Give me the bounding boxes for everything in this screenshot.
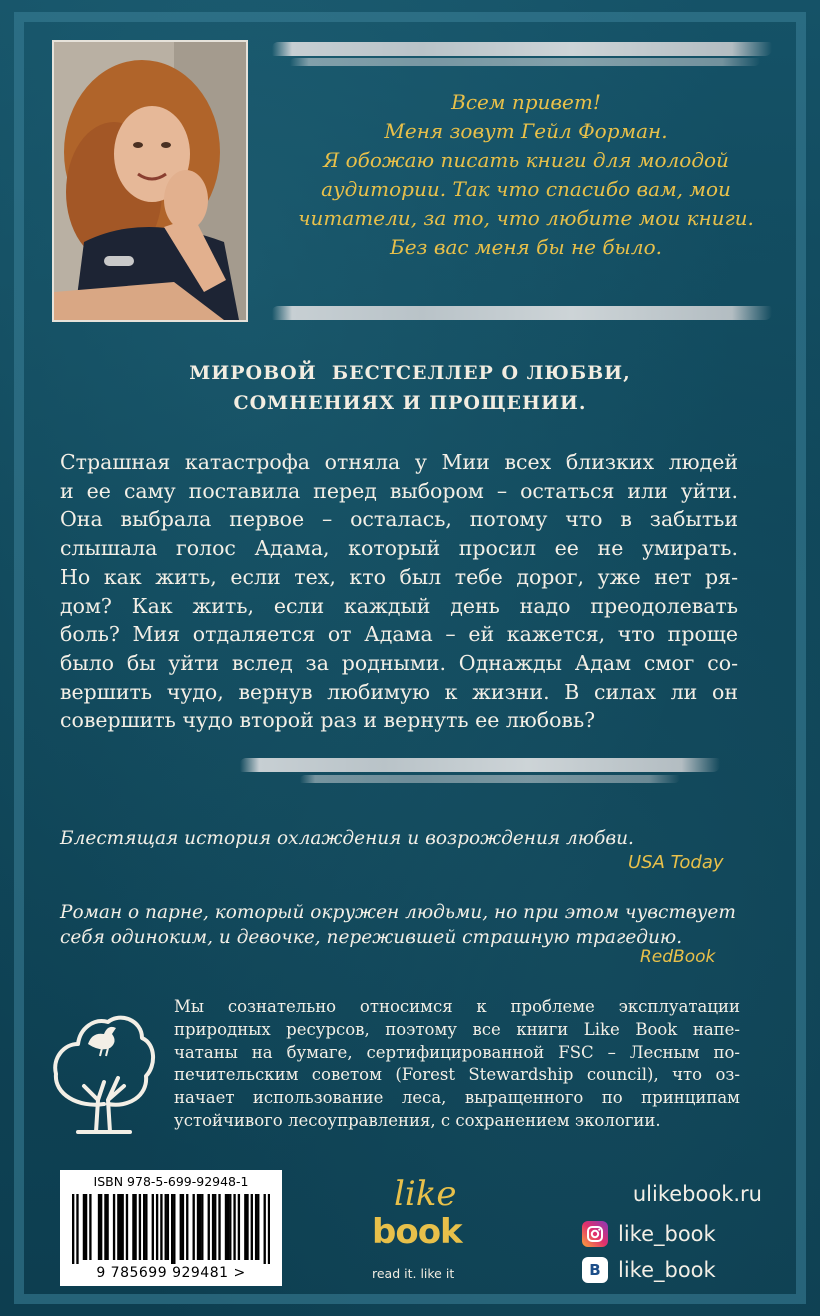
review-line: Блестящая история охлаждения и возрождения любви.	[60, 828, 634, 849]
eco-line: природных ресурсов, поэтому все книги Like Book напе-	[174, 1019, 740, 1039]
barcode-bar	[106, 1194, 108, 1260]
barcode-bar	[214, 1194, 216, 1260]
barcode-bar	[132, 1194, 134, 1260]
headline-line: МИРОВОЙ БЕСТСЕЛЛЕР О ЛЮБВИ,	[189, 362, 631, 384]
eco-note	[174, 996, 740, 1133]
barcode-bar	[167, 1194, 169, 1260]
headline-line: СОМНЕНИЯХ И ПРОЩЕНИИ.	[233, 392, 587, 414]
review-source: USA Today	[628, 852, 724, 873]
website-link[interactable]: ulikebook.ru	[632, 1182, 762, 1206]
synopsis-line: совершить чудо второй раз и вернуть ее любовь?	[60, 708, 596, 733]
barcode-bar	[251, 1194, 253, 1260]
logo-tagline: read it. like it	[372, 1266, 455, 1281]
barcode-icon	[72, 1194, 270, 1264]
greeting-line: Меня зовут Гейл Форман.	[384, 119, 668, 143]
greeting-line: Я обожаю писать книги для молодой	[323, 148, 729, 172]
greeting-line: читатели, за то, что любите мои книги.	[298, 206, 754, 230]
eco-line: начает использование леса, выращенного по принципам	[174, 1088, 740, 1108]
synopsis-line: Но как жить, если тех, кто был тебе дорог, уже нет ря-	[60, 564, 738, 589]
barcode-bar	[139, 1194, 141, 1260]
barcode-bar	[180, 1194, 182, 1260]
synopsis-line: и ее саму поставила перед выбором – остаться или уйти.	[60, 478, 738, 503]
barcode-bar	[244, 1194, 246, 1260]
logo-like-text: like	[394, 1174, 457, 1214]
review-line: себя одиноким, и девочке, пережившей страшную трагедию.	[60, 927, 683, 948]
barcode-bar	[100, 1194, 102, 1260]
barcode-bar	[257, 1194, 259, 1260]
vk-handle: like_book	[618, 1258, 716, 1282]
barcode-bar	[227, 1194, 229, 1260]
barcode-bar	[143, 1194, 145, 1260]
publisher-logo	[364, 1174, 500, 1286]
review-quote	[60, 900, 750, 950]
review-quote	[60, 826, 750, 851]
instagram-link[interactable]	[582, 1216, 762, 1252]
barcode-bar	[89, 1194, 91, 1260]
logo-book-text: book	[372, 1212, 462, 1252]
barcode-bar	[72, 1194, 74, 1264]
review-source: RedBook	[640, 947, 716, 967]
isbn-label: ISBN 978-5-699-92948-1	[93, 1174, 249, 1189]
barcode-bar	[233, 1194, 235, 1260]
eco-line: чатаны на бумаге, сертифицированной FSC – Лесным по-	[174, 1042, 740, 1062]
barcode-bar	[264, 1194, 266, 1264]
synopsis-bottom-stripe-2	[300, 775, 680, 783]
review-line: Роман о парне, который окружен людьми, но при этом чувствует	[60, 902, 736, 923]
barcode-bar	[199, 1194, 201, 1260]
barcode-bar	[173, 1194, 175, 1264]
barcode-bar	[197, 1194, 199, 1260]
barcode-bar	[268, 1194, 270, 1264]
greeting-line: Без вас меня бы не было.	[390, 235, 662, 259]
barcode-bar	[238, 1194, 240, 1260]
instagram-icon	[582, 1221, 608, 1247]
isbn-barcode-box	[60, 1170, 282, 1286]
barcode-bar	[156, 1194, 158, 1260]
synopsis-line: Она выбрала первое – осталась, потому что в забытьи	[60, 507, 738, 532]
barcode-bar	[229, 1194, 231, 1260]
synopsis-bottom-stripe	[240, 758, 720, 772]
synopsis-line: было бы уйти вслед за родными. Однажды Адам смог со-	[60, 650, 738, 675]
barcode-bar	[171, 1194, 173, 1264]
barcode-bar	[255, 1194, 257, 1260]
barcode-bar	[119, 1194, 121, 1260]
barcode-bar	[152, 1194, 154, 1260]
synopsis-line: боль? Мия отдаляется от Адама – ей кажется, что проще	[60, 622, 738, 647]
greeting-line: Всем привет!	[451, 90, 601, 114]
synopsis-line: вершить чудо, вернув любимую к жизни. В силах ли он	[60, 679, 738, 704]
barcode-bar	[113, 1194, 115, 1260]
barcode-bar	[225, 1194, 227, 1260]
barcode-bar	[165, 1194, 167, 1260]
barcode-bar	[160, 1194, 162, 1260]
barcode-bar	[83, 1194, 85, 1260]
author-greeting	[272, 88, 780, 262]
barcode-bar	[182, 1194, 184, 1260]
synopsis-line: слышала голос Адама, который просил ее не умирать.	[60, 536, 738, 561]
synopsis-line: дом? Как жить, если каждый день надо преодолевать	[60, 593, 738, 618]
tree-bird-icon	[48, 1004, 160, 1140]
barcode-bar	[246, 1194, 248, 1260]
vk-icon: B	[582, 1257, 608, 1283]
barcode-bar	[98, 1194, 100, 1260]
barcode-bar	[134, 1194, 136, 1260]
vk-link[interactable]	[582, 1252, 762, 1288]
barcode-bar	[208, 1194, 210, 1260]
barcode-bar	[186, 1194, 188, 1260]
top-stripe	[272, 42, 772, 56]
contacts	[582, 1182, 762, 1288]
photo-bottom-stripe	[272, 306, 772, 320]
barcode-bar	[85, 1194, 87, 1260]
synopsis	[60, 448, 738, 735]
barcode-bar	[218, 1194, 220, 1260]
barcode-bar	[212, 1194, 214, 1260]
eco-line: устойчивого лесоуправления, с сохранением экологии.	[174, 1110, 661, 1130]
author-photo	[52, 40, 248, 322]
synopsis-line: Страшная катастрофа отняла у Мии всех близких людей	[60, 450, 738, 474]
barcode-bar	[117, 1194, 119, 1260]
top-stripe-2	[290, 58, 760, 66]
instagram-handle: like_book	[618, 1222, 716, 1246]
barcode-bar	[145, 1194, 147, 1260]
eco-line: печительским советом (Forest Stewardship council), что оз-	[174, 1065, 740, 1085]
barcode-bar	[76, 1194, 78, 1264]
isbn-digits: 9 785699 929481 >	[96, 1265, 246, 1281]
barcode-bar	[104, 1194, 106, 1260]
barcode-bar	[193, 1194, 195, 1260]
headline	[60, 358, 760, 418]
eco-line: Мы сознательно относимся к проблеме эксплуатации	[174, 997, 740, 1016]
greeting-line: аудитории. Так что спасибо вам, мои	[321, 177, 731, 201]
barcode-bar	[201, 1194, 203, 1260]
barcode-bar	[122, 1194, 124, 1260]
barcode-bar	[126, 1194, 128, 1260]
